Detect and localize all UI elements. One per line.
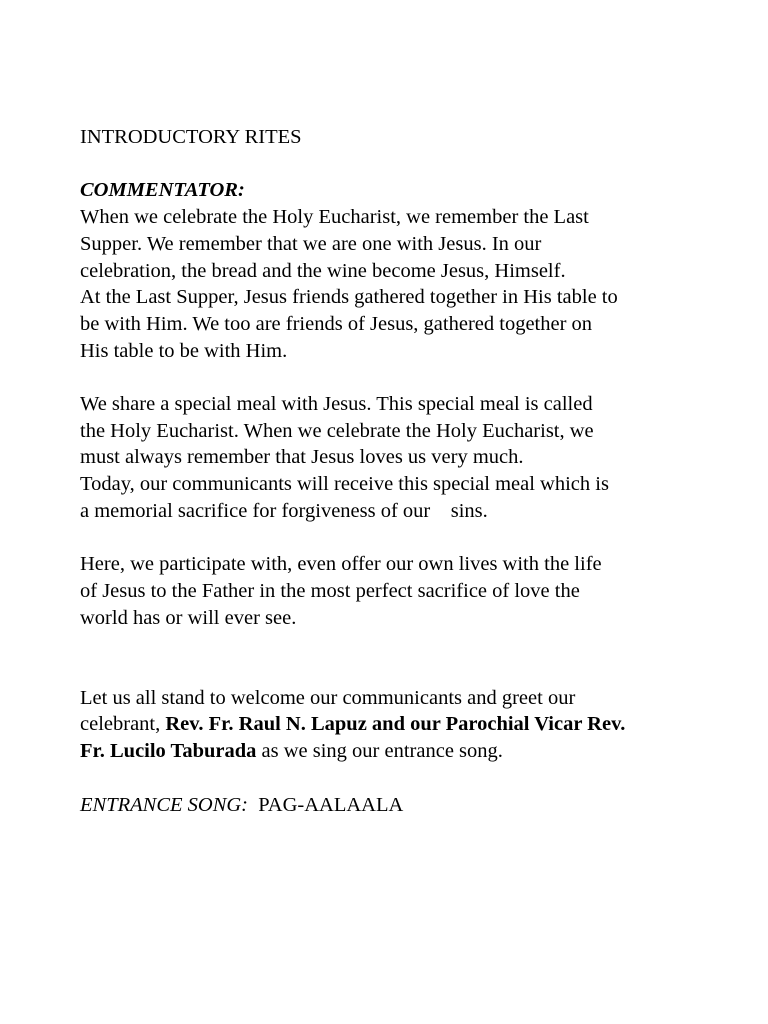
paragraph-2 <box>80 391 720 525</box>
text-line: world has or will ever see. <box>80 606 297 629</box>
text-line: At the Last Supper, Jesus friends gathered together in His table to <box>80 286 618 309</box>
entrance-song-title: PAG-AALAALA <box>258 793 404 816</box>
vicar-name: Fr. Lucilo Taburada <box>80 740 257 763</box>
text-span: celebrant, <box>80 713 166 736</box>
text-line: be with Him. We too are friends of Jesus, gathered together on <box>80 312 593 335</box>
paragraph-3 <box>80 551 720 631</box>
text-line: Let us all stand to welcome our communicants and greet our <box>80 686 576 709</box>
text-line: Today, our communicants will receive this special meal which is <box>80 473 609 496</box>
text-line: Supper. We remember that we are one with Jesus. In our <box>80 232 542 255</box>
section-heading: INTRODUCTORY RITES <box>80 126 302 148</box>
paragraph-4 <box>80 685 720 765</box>
text-line <box>80 711 720 738</box>
text-line: Here, we participate with, even offer our own lives with the life <box>80 553 602 576</box>
text-line: When we celebrate the Holy Eucharist, we remember the Last <box>80 206 589 229</box>
text-line: a memorial sacrifice for forgiveness of our sins. <box>80 499 488 522</box>
document-page <box>80 124 720 818</box>
text-span: as we sing our entrance song. <box>256 740 503 763</box>
paragraph-1 <box>80 204 720 364</box>
text-line: We share a special meal with Jesus. This special meal is called <box>80 393 593 415</box>
commentator-label: COMMENTATOR: <box>80 179 245 202</box>
entrance-song-line <box>80 792 720 819</box>
text-line: of Jesus to the Father in the most perfect sacrifice of love the <box>80 579 580 602</box>
text-line <box>80 738 720 765</box>
text-line: the Holy Eucharist. When we celebrate the Holy Eucharist, we <box>80 419 594 442</box>
entrance-song-label: ENTRANCE SONG: <box>80 793 248 816</box>
text-line: celebration, the bread and the wine become Jesus, Himself. <box>80 259 566 282</box>
celebrant-names: Rev. Fr. Raul N. Lapuz and our Parochial Vicar Rev. <box>165 713 626 736</box>
text-line: His table to be with Him. <box>80 339 288 362</box>
text-line: must always remember that Jesus loves us very much. <box>80 446 524 469</box>
